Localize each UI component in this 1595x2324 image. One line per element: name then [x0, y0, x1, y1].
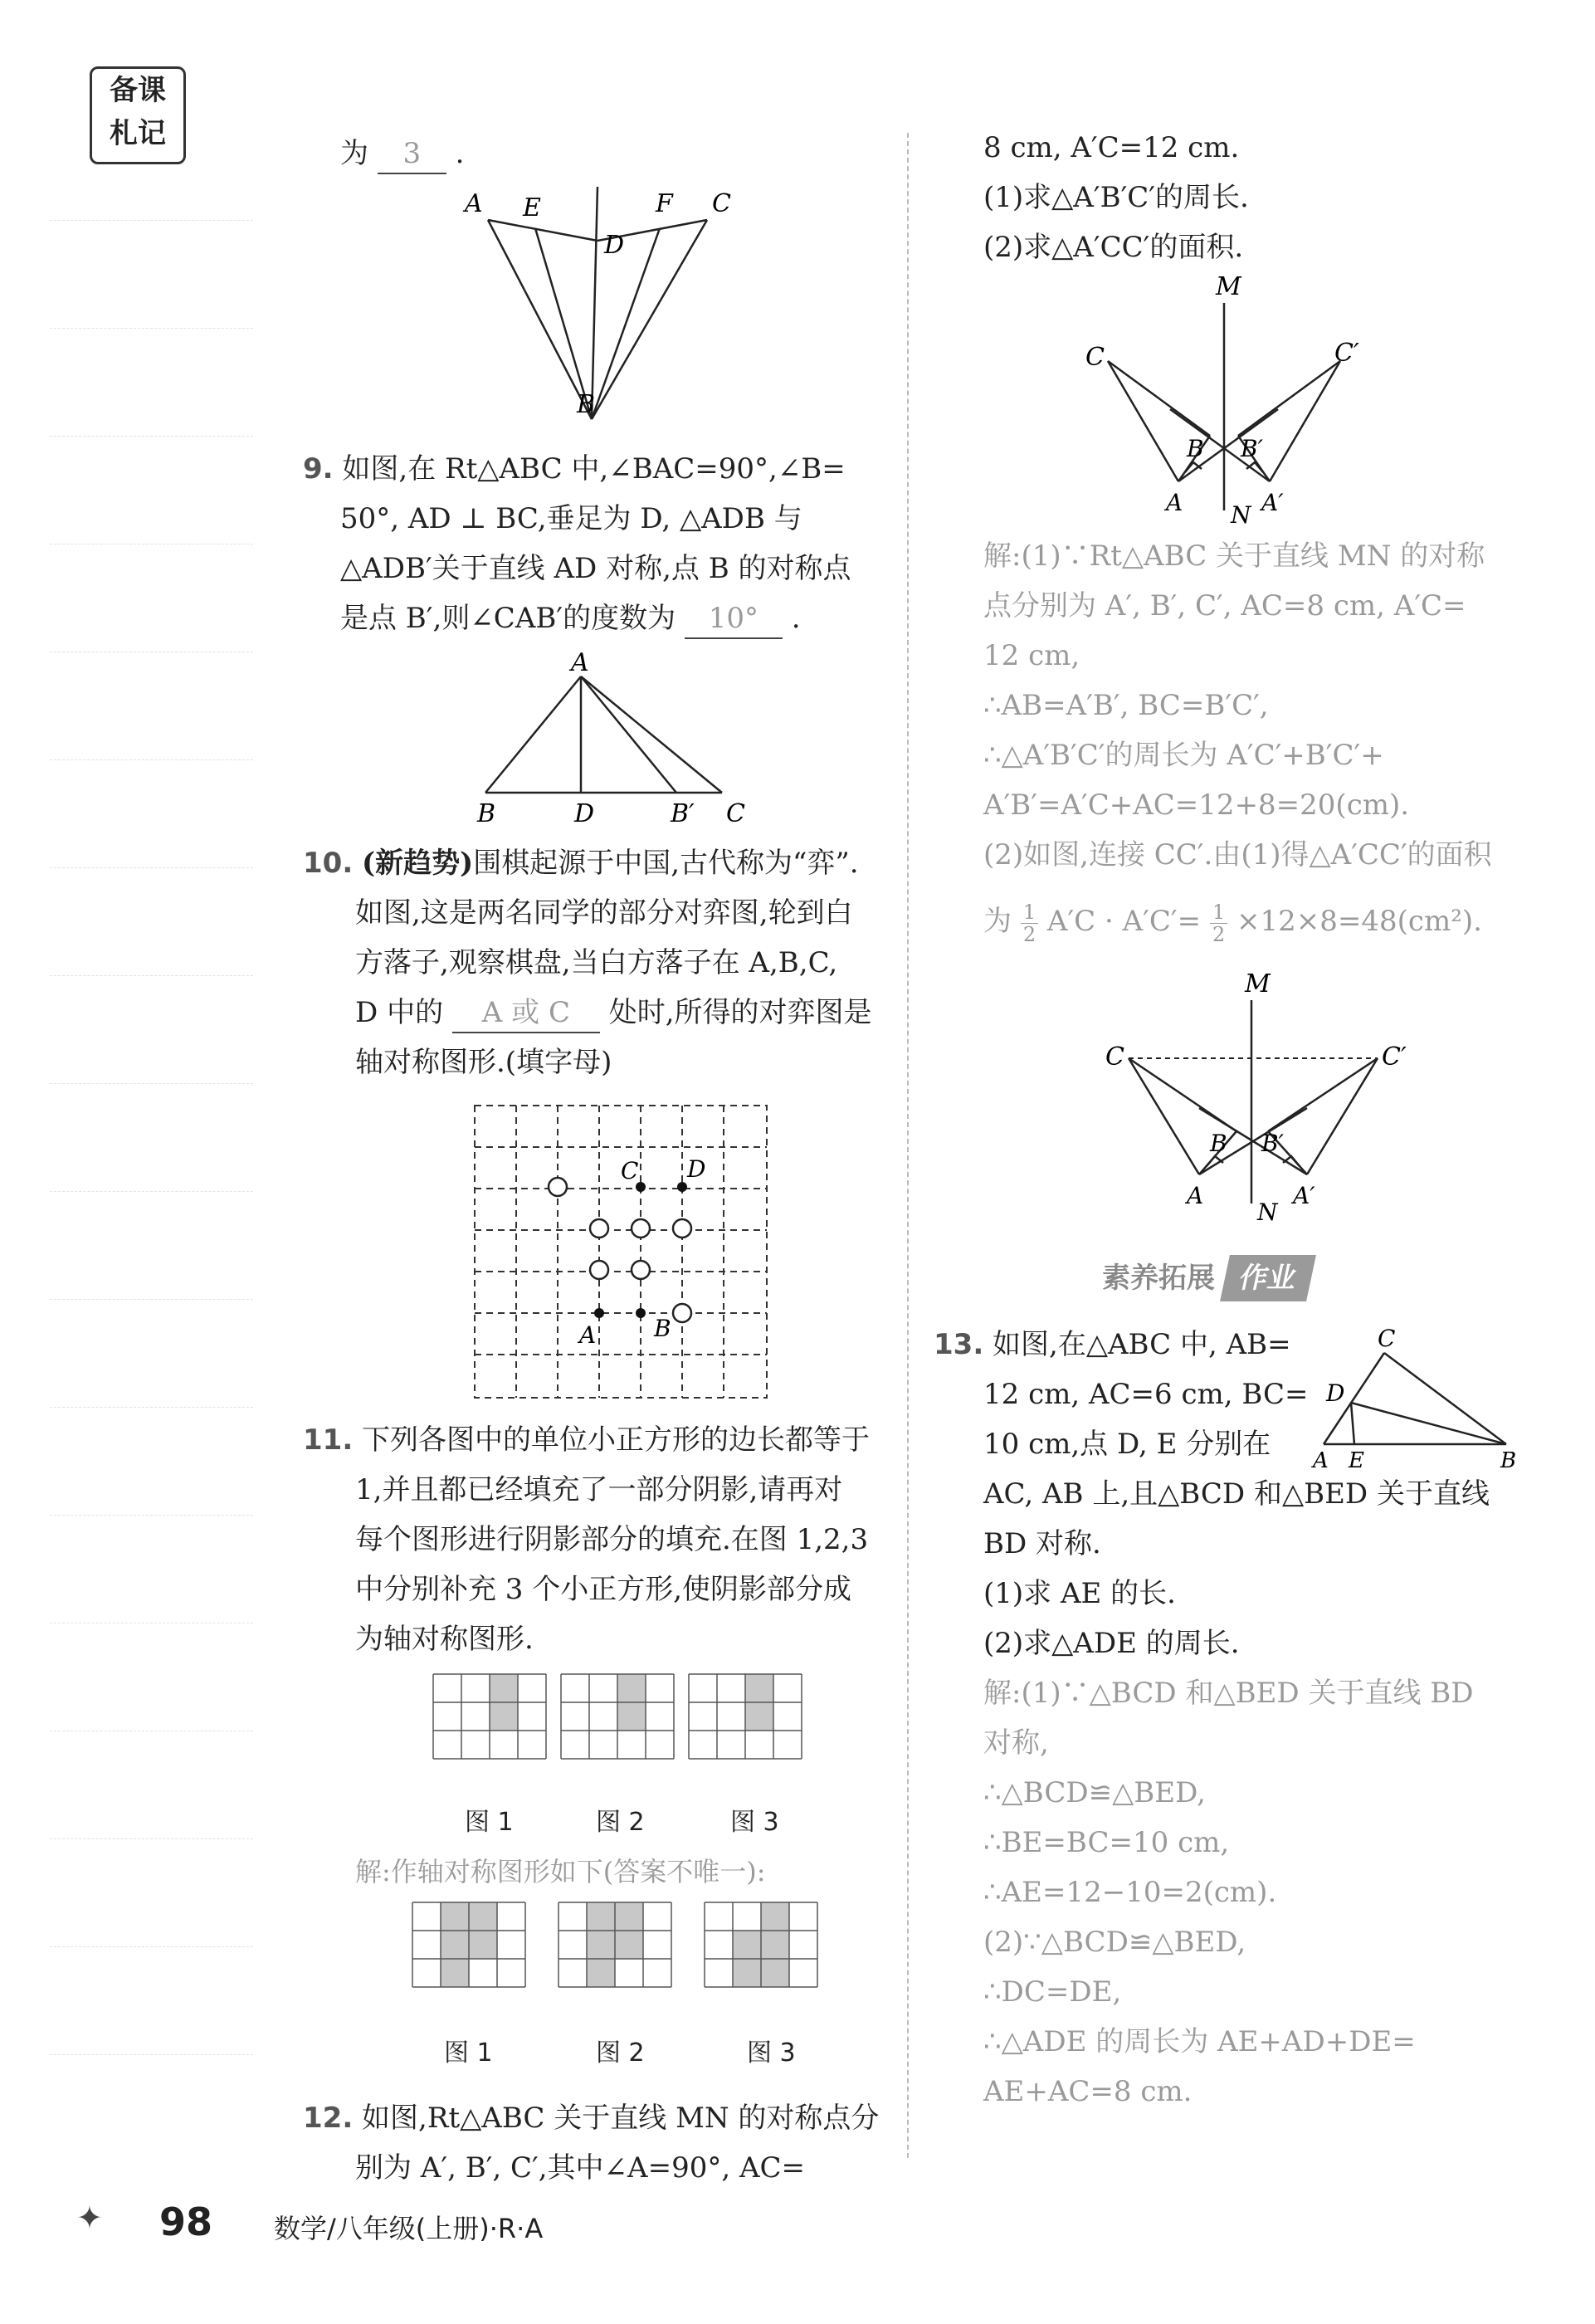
fig1-label-cprime: C′ — [1334, 339, 1359, 368]
q11-line1 — [303, 1415, 870, 1465]
black-stone — [677, 1182, 687, 1192]
margin-rule — [50, 867, 253, 868]
q13-label-c: C — [1378, 1328, 1396, 1352]
q13-figure — [1311, 1328, 1527, 1469]
fig1-label-n: N — [1231, 501, 1251, 529]
q13-label-d: D — [1326, 1379, 1345, 1407]
fig1-label-aprime: A′ — [1261, 489, 1284, 516]
area-tail: ×12×8=48(cm²). — [1236, 905, 1482, 938]
column-divider — [907, 133, 909, 2158]
white-stone — [549, 1178, 567, 1196]
shaded-cell — [733, 1931, 761, 1959]
white-stone — [632, 1261, 650, 1279]
q10-line1 — [303, 838, 859, 888]
q13-line1 — [934, 1320, 1291, 1370]
q13-line4: AC, AB 上,且△BCD 和△BED 关于直线 — [983, 1477, 1490, 1511]
shaded-cell — [761, 1959, 789, 1987]
section-tag-badge: 作业 — [1220, 1255, 1316, 1301]
shaded-cell — [733, 1959, 761, 1987]
q11-number: 11. — [303, 1423, 354, 1457]
q9-line2: 50°, AD ⊥ BC,垂足为 D, △ADB 与 — [340, 502, 802, 535]
q11-answer-caption-3: 图 3 — [747, 2038, 796, 2068]
q13-label-e: E — [1349, 1448, 1364, 1469]
white-stone — [673, 1219, 691, 1238]
badge-line1: 备课 — [110, 74, 166, 107]
q13-sol-7: ∴DC=DE, — [983, 1975, 1122, 2009]
q12-cont-line3: (2)求△A′CC′的面积. — [983, 231, 1244, 264]
shaded-cell — [441, 1902, 469, 1931]
area-mid: A′C · A′C′= — [1046, 905, 1202, 938]
q11-line3: 每个图形进行阴影部分的填充.在图 1,2,3 — [355, 1523, 869, 1556]
shaded-cell — [490, 1702, 518, 1731]
margin-rule — [50, 1515, 253, 1516]
q11-text: 下列各图中的单位小正方形的边长都等于 — [362, 1423, 871, 1457]
q9-number: 9. — [303, 452, 334, 486]
q9-answer: 10° — [685, 599, 783, 639]
shaded-cell — [745, 1702, 773, 1731]
q11-line2: 1,并且都已经填充了一部分阴影,请再对 — [355, 1473, 843, 1506]
q10-line2: 如图,这是两名同学的部分对弈图,轮到白 — [355, 896, 853, 930]
frac-den: 2 — [1022, 922, 1037, 946]
section-header — [1102, 1255, 1311, 1301]
q8-suffix: . — [455, 137, 465, 170]
note-badge — [90, 66, 186, 164]
q9-line3: △ADB′关于直线 AD 对称,点 B 的对称点 — [340, 552, 851, 585]
q13-line5: BD 对称. — [983, 1527, 1101, 1560]
page-number: 98 — [159, 2200, 213, 2244]
q8-prefix: 为 — [340, 137, 368, 170]
q8-label-b: B — [577, 390, 596, 419]
q12-sol-1: 解:(1)∵Rt△ABC 关于直线 MN 的对称 — [983, 540, 1485, 573]
shaded-cell — [587, 1959, 615, 1987]
shaded-cell — [469, 1902, 497, 1931]
q13-line2: 12 cm, AC=6 cm, BC= — [983, 1378, 1309, 1411]
fig2-label-b: B — [1210, 1130, 1227, 1157]
q13-line7: (2)求△ADE 的周长. — [983, 1627, 1240, 1660]
go-board — [465, 1096, 780, 1411]
q12-cont-line2: (1)求△A′B′C′的周长. — [983, 181, 1249, 214]
q13-sol-6: (2)∵△BCD≌△BED, — [983, 1926, 1246, 1959]
footer-ornament: ✦ — [76, 2200, 103, 2236]
q8-answer: 3 — [378, 134, 446, 174]
margin-rule — [50, 1083, 253, 1084]
black-stone — [636, 1308, 646, 1318]
q13-sol-3: ∴△BCD≌△BED, — [983, 1776, 1206, 1809]
margin-rule — [50, 436, 253, 437]
fig2-label-n: N — [1257, 1199, 1278, 1224]
fig2-label-bprime: B′ — [1261, 1130, 1284, 1157]
q11-caption-2: 图 2 — [596, 1808, 645, 1837]
q12-sol-7: (2)如图,连接 CC′.由(1)得△A′CC′的面积 — [983, 838, 1492, 872]
fig2-label-m: M — [1245, 969, 1271, 998]
q13-sol-4: ∴BE=BC=10 cm, — [983, 1826, 1230, 1859]
shaded-cell — [617, 1674, 646, 1702]
q11-line4: 中分别补充 3 个小正方形,使阴影部分成 — [355, 1573, 852, 1606]
frac-num: 1 — [1021, 901, 1038, 924]
margin-rule — [50, 1838, 253, 1839]
q9-label-bprime: B′ — [671, 799, 695, 828]
q8-label-a: A — [465, 189, 483, 218]
q10-line3: 方落子,观察棋盘,当白方落子在 A,B,C, — [355, 946, 838, 979]
q13-line3: 10 cm,点 D, E 分别在 — [983, 1428, 1271, 1461]
q12-sol-area — [983, 896, 1482, 946]
q11-line5: 为轴对称图形. — [355, 1623, 534, 1656]
board-label-c: C — [621, 1157, 639, 1184]
black-stone — [594, 1308, 604, 1318]
fig1-label-c: C — [1085, 343, 1105, 372]
q13-label-a: A — [1313, 1448, 1329, 1469]
fig1-label-m: M — [1216, 272, 1241, 301]
q10-number: 10. — [303, 847, 354, 880]
q12-sol-4: ∴AB=A′B′, BC=B′C′, — [983, 689, 1269, 722]
q8-label-f: F — [656, 189, 673, 218]
margin-rule — [50, 328, 253, 329]
q13-text: 如图,在△ABC 中, AB= — [993, 1328, 1291, 1361]
q10-text: 围棋起源于中国,古代称为“弈”. — [473, 847, 859, 880]
white-stone — [590, 1261, 608, 1279]
q13-label-b: B — [1500, 1448, 1517, 1469]
q12-line2: 别为 A′, B′, C′,其中∠A=90°, AC= — [355, 2151, 806, 2185]
shaded-cell — [469, 1931, 497, 1959]
q10-tag: (新趋势) — [362, 847, 474, 880]
shaded-cell — [490, 1674, 518, 1702]
q12-sol-3: 12 cm, — [983, 639, 1080, 672]
q11-caption-1: 图 1 — [465, 1808, 514, 1837]
q9-last-prefix: 是点 B′,则∠CAB′的度数为 — [340, 602, 676, 635]
shaded-cell — [441, 1959, 469, 1987]
q8-tail — [340, 129, 464, 178]
shaded-cell — [615, 1931, 643, 1959]
q8-label-d: D — [604, 231, 625, 260]
white-stone — [590, 1219, 608, 1238]
q11-caption-3: 图 3 — [730, 1808, 779, 1837]
q13-sol-8: ∴△ADE 的周长为 AE+AD+DE= — [983, 2025, 1416, 2058]
q11-solution: 解:作轴对称图形如下(答案不唯一): — [355, 1856, 766, 1887]
q13-sol-9: AE+AC=8 cm. — [983, 2075, 1193, 2108]
q10-l4-prefix: D 中的 — [355, 996, 444, 1029]
board-label-d: D — [687, 1155, 706, 1183]
board-label-b: B — [654, 1315, 671, 1342]
margin-rule — [50, 1299, 253, 1300]
q8-label-c: C — [712, 189, 731, 218]
q13-sol-5: ∴AE=12−10=2(cm). — [983, 1876, 1277, 1909]
q9-label-c: C — [726, 799, 745, 828]
q11-answer-caption-1: 图 1 — [444, 2038, 493, 2068]
margin-rule — [50, 220, 253, 221]
fig1-label-b: B — [1187, 435, 1204, 462]
q10-answer: A 或 C — [452, 994, 600, 1033]
q9-suffix: . — [791, 602, 801, 635]
fig2-label-cprime: C′ — [1382, 1042, 1407, 1072]
q9-line4 — [340, 593, 801, 643]
shaded-cell — [745, 1674, 773, 1702]
fig1-label-a: A — [1166, 489, 1183, 516]
margin-rule — [50, 975, 253, 976]
shaded-cell — [587, 1902, 615, 1931]
book-title: 数学/八年级(上册)·R·A — [274, 2213, 544, 2244]
q13-number: 13. — [934, 1328, 984, 1361]
q12-sol-5: ∴△A′B′C′的周长为 A′C′+B′C′+ — [983, 739, 1384, 772]
q12-cont-line1: 8 cm, A′C=12 cm. — [983, 131, 1240, 164]
q11-answer-caption-2: 图 2 — [596, 2038, 645, 2068]
white-stone — [673, 1304, 691, 1322]
q9-label-b: B — [477, 799, 496, 828]
shaded-cell — [761, 1902, 789, 1931]
shaded-cell — [587, 1931, 615, 1959]
shaded-cell — [441, 1931, 469, 1959]
fig2-label-a: A — [1187, 1182, 1204, 1209]
shaded-cell — [617, 1702, 646, 1731]
q12-number: 12. — [303, 2102, 354, 2135]
q12-sol-6: A′B′=A′C+AC=12+8=20(cm). — [983, 788, 1410, 822]
q9-label-a: A — [571, 648, 589, 677]
q12-figure-2 — [1104, 967, 1419, 1224]
shaded-cell — [761, 1931, 789, 1959]
q10-line4 — [355, 988, 872, 1038]
q10-l4-suffix: 处时,所得的对弈图是 — [608, 996, 872, 1029]
shaded-cell — [615, 1902, 643, 1931]
q13-line6: (1)求 AE 的长. — [983, 1577, 1176, 1610]
q11-answer-grids — [411, 1901, 842, 2025]
frac-den-2: 2 — [1212, 922, 1226, 946]
margin-rule — [50, 1191, 253, 1192]
q10-line5: 轴对称图形.(填字母) — [355, 1046, 612, 1079]
fraction-half-2 — [1210, 901, 1227, 945]
q12-sol-2: 点分别为 A′, B′, C′, AC=8 cm, A′C= — [983, 589, 1466, 622]
margin-rule — [50, 759, 253, 760]
section-label: 素养拓展 — [1102, 1262, 1215, 1295]
q9-line1 — [303, 444, 846, 494]
q9-figure — [473, 647, 755, 838]
badge-line2: 札记 — [110, 117, 166, 150]
white-stone — [632, 1219, 650, 1238]
q11-problem-grids — [432, 1672, 822, 1797]
fig1-label-bprime: B′ — [1241, 435, 1263, 462]
q12-figure-1 — [1071, 270, 1386, 535]
frac-num-2: 1 — [1210, 901, 1227, 924]
area-prefix: 为 — [983, 905, 1012, 938]
margin-rule — [50, 1946, 253, 1947]
fig2-label-aprime: A′ — [1293, 1182, 1315, 1209]
q9-label-d: D — [574, 799, 595, 828]
q8-label-e: E — [523, 193, 541, 222]
q13-sol-1: 解:(1)∵△BCD 和△BED 关于直线 BD — [983, 1677, 1474, 1710]
q13-sol-2: 对称, — [983, 1726, 1049, 1760]
fraction-half — [1021, 901, 1038, 945]
q9-text: 如图,在 Rt△ABC 中,∠BAC=90°,∠B= — [342, 452, 846, 486]
fig2-label-c: C — [1105, 1042, 1124, 1072]
margin-rule — [50, 1407, 253, 1408]
q12-text: 如图,Rt△ABC 关于直线 MN 的对称点分 — [362, 2102, 880, 2135]
q8-figure — [452, 178, 751, 427]
board-label-a: A — [579, 1321, 597, 1349]
q12-line1 — [303, 2093, 879, 2143]
margin-rule — [50, 2054, 253, 2055]
